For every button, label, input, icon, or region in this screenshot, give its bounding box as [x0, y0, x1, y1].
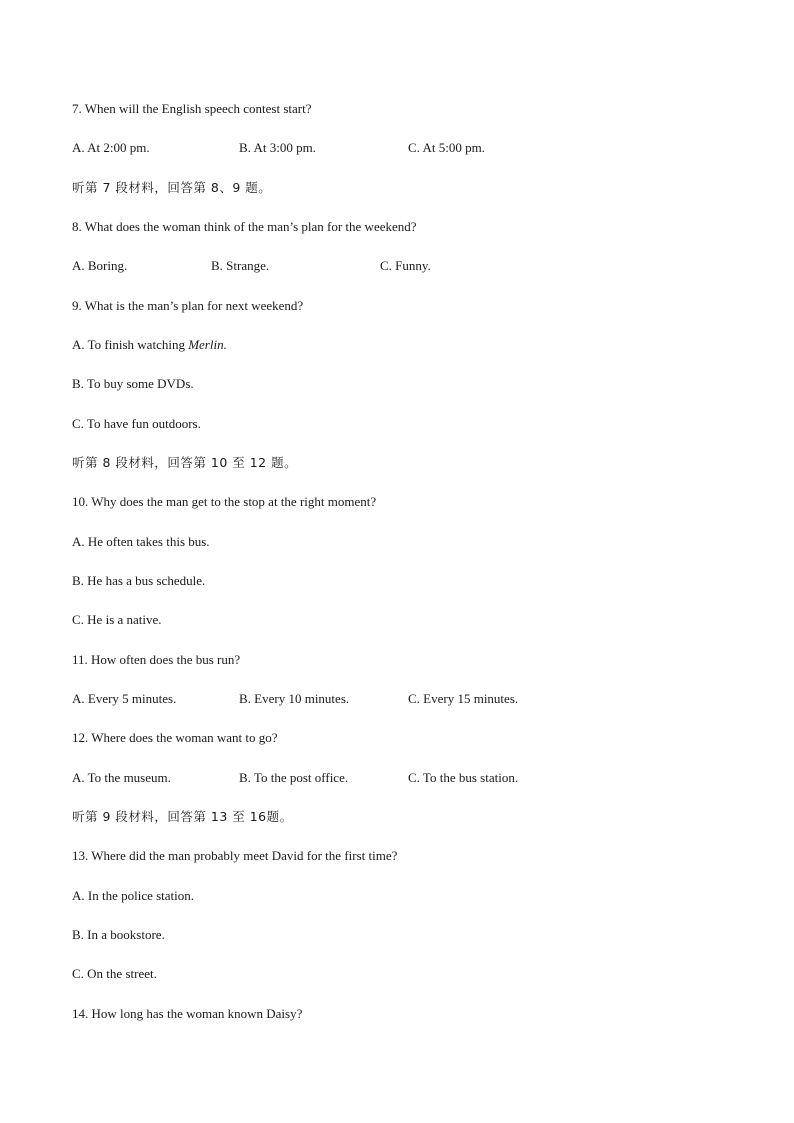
q9-option-c[interactable]: C. To have fun outdoors.	[72, 416, 201, 431]
q13-option-a[interactable]: A. In the police station.	[72, 888, 195, 903]
q7-option-b[interactable]: B. At 3:00 pm.	[239, 140, 316, 155]
q11-option-c[interactable]: C. Every 15 minutes.	[408, 691, 519, 706]
q11-option-b[interactable]: B. Every 10 minutes.	[239, 691, 350, 706]
question-7: 7. When will the English speech contest start?	[72, 101, 312, 116]
q12-option-b[interactable]: B. To the post office.	[239, 770, 349, 785]
question-10: 10. Why does the man get to the stop at the right moment?	[72, 494, 377, 509]
question-8: 8. What does the woman think of the man’s plan for the weekend?	[72, 219, 417, 234]
q8-option-a[interactable]: A. Boring.	[72, 258, 128, 273]
section-instruction-7: 听第 7 段材料，回答第 8、9 题。	[72, 180, 272, 195]
q10-option-b[interactable]: B. He has a bus schedule.	[72, 573, 206, 588]
section-instruction-9: 听第 9 段材料，回答第 13 至 16题。	[72, 809, 293, 824]
q8-option-b[interactable]: B. Strange.	[211, 258, 270, 273]
q8-option-c[interactable]: C. Funny.	[380, 258, 431, 273]
q13-option-c[interactable]: C. On the street.	[72, 966, 157, 981]
question-9: 9. What is the man’s plan for next weekend?	[72, 298, 304, 313]
q10-option-c[interactable]: C. He is a native.	[72, 612, 162, 627]
section-instruction-8: 听第 8 段材料，回答第 10 至 12 题。	[72, 455, 298, 470]
question-12: 12. Where does the woman want to go?	[72, 730, 278, 745]
q9-option-b[interactable]: B. To buy some DVDs.	[72, 376, 194, 391]
question-14: 14. How long has the woman known Daisy?	[72, 1006, 303, 1021]
q7-option-c[interactable]: C. At 5:00 pm.	[408, 140, 485, 155]
q12-option-c[interactable]: C. To the bus station.	[408, 770, 519, 785]
q11-option-a[interactable]: A. Every 5 minutes.	[72, 691, 177, 706]
q10-option-a[interactable]: A. He often takes this bus.	[72, 534, 210, 549]
question-11: 11. How often does the bus run?	[72, 652, 241, 667]
q9-option-a-title: Merlin.	[188, 337, 227, 352]
question-13: 13. Where did the man probably meet David for the first time?	[72, 848, 398, 863]
q9-option-a-text: A. To finish watching	[72, 337, 189, 352]
q7-option-a[interactable]: A. At 2:00 pm.	[72, 140, 150, 155]
q13-option-b[interactable]: B. In a bookstore.	[72, 927, 165, 942]
q12-option-a[interactable]: A. To the museum.	[72, 770, 171, 785]
q9-option-a[interactable]	[72, 337, 227, 353]
